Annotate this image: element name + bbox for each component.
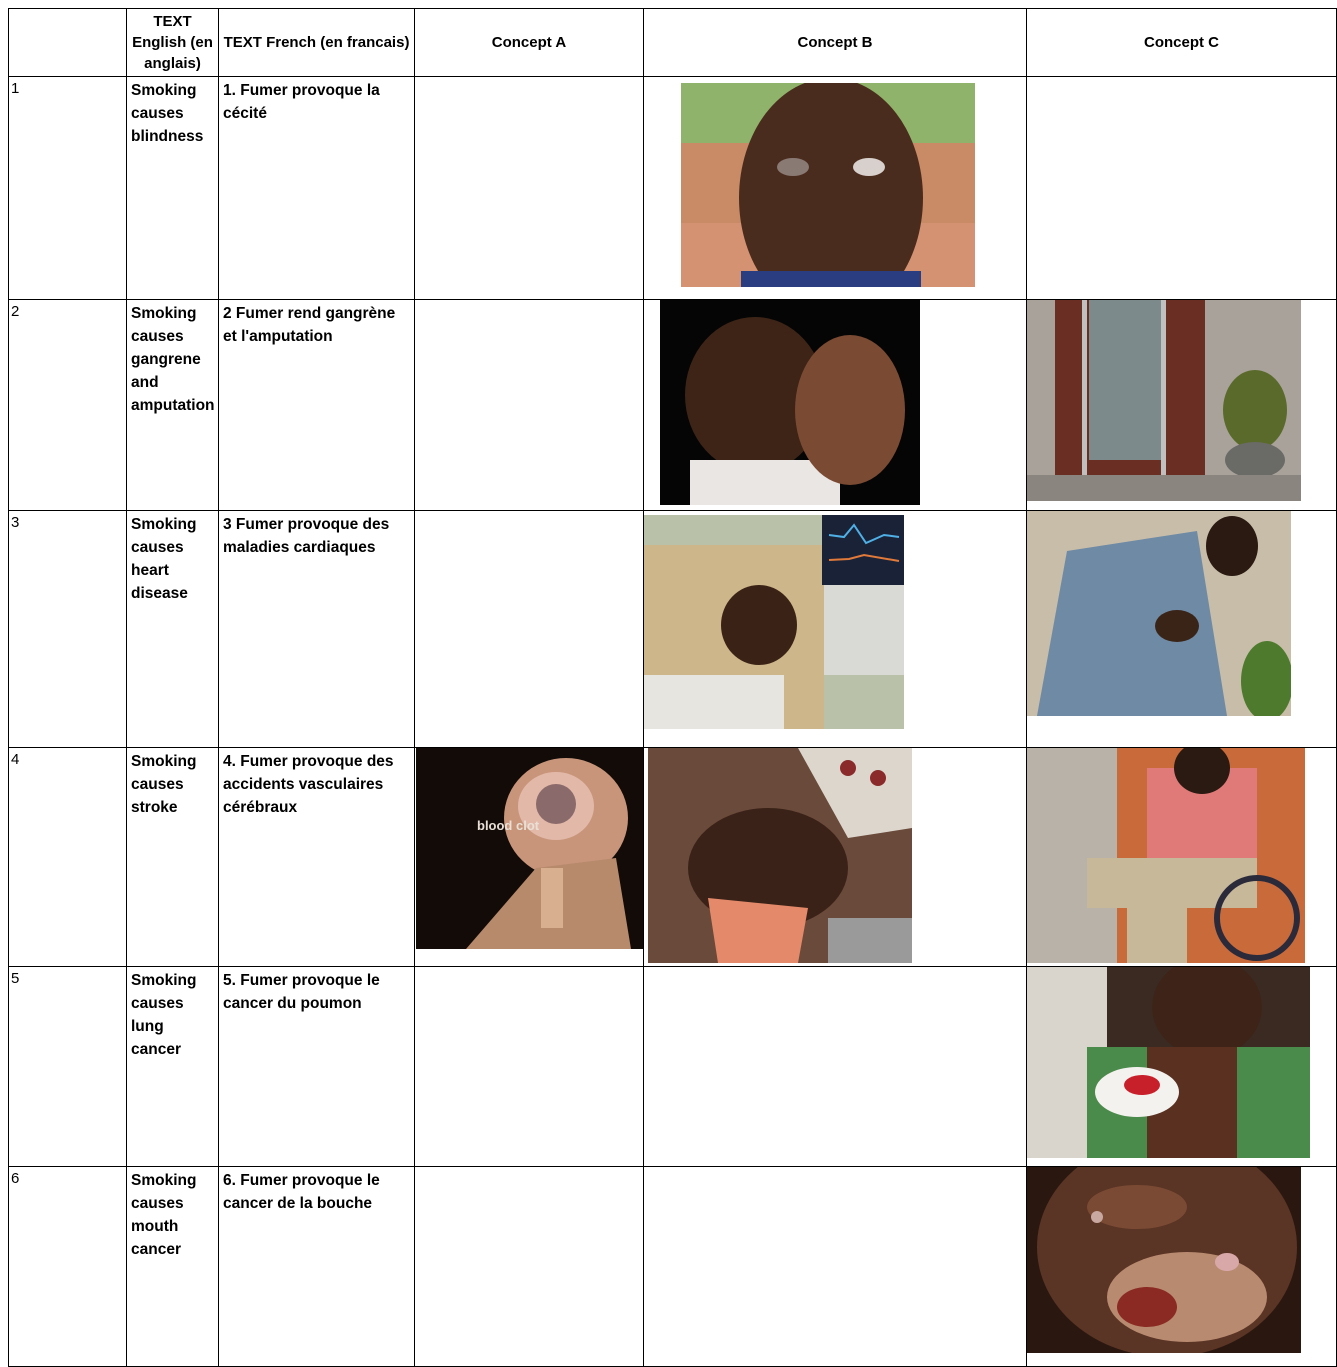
- warning-concepts-table: [8, 8, 1337, 1367]
- concept-b-cell: [644, 300, 1027, 511]
- concept-b-cell: [644, 748, 1027, 967]
- row-number: 1: [9, 77, 127, 300]
- concept-c-cell: [1027, 748, 1337, 967]
- header-english: TEXT English (en anglais): [127, 9, 219, 77]
- header-concept-a: Concept A: [415, 9, 644, 77]
- concept-a-cell: [415, 300, 644, 511]
- french-text: 2 Fumer rend gangrène et l'amputation: [219, 300, 415, 511]
- header-row: [9, 9, 1337, 77]
- english-text: Smoking causes gangrene and amputation: [127, 300, 219, 511]
- table-row: [9, 1167, 1337, 1367]
- concept-a-cell: [415, 1167, 644, 1367]
- concept-b-cell: [644, 511, 1027, 748]
- concept-b-cell: [644, 967, 1027, 1167]
- concept-a-cell: [415, 511, 644, 748]
- stroke-patient-photo: [648, 748, 912, 963]
- row-number: 2: [9, 300, 127, 511]
- french-text: 6. Fumer provoque le cancer de la bouche: [219, 1167, 415, 1367]
- concept-c-cell: [1027, 300, 1337, 511]
- table-row: [9, 300, 1337, 511]
- man-coughing-blood-photo: [1027, 967, 1310, 1158]
- hospital-patient-photo: [644, 515, 904, 729]
- header-blank: [9, 9, 127, 77]
- row-number: 4: [9, 748, 127, 967]
- table-row: [9, 511, 1337, 748]
- row-number: 5: [9, 967, 127, 1167]
- english-text: Smoking causes blindness: [127, 77, 219, 300]
- man-in-wheelchair-photo: [1027, 748, 1305, 963]
- english-text: Smoking causes stroke: [127, 748, 219, 967]
- man-raising-hand-photo: [660, 300, 920, 505]
- header-concept-b: Concept B: [644, 9, 1027, 77]
- french-text: 4. Fumer provoque des accidents vasculaires cérébraux: [219, 748, 415, 967]
- english-text: Smoking causes mouth cancer: [127, 1167, 219, 1367]
- header-french: TEXT French (en francais): [219, 9, 415, 77]
- row-number: 3: [9, 511, 127, 748]
- table-row: [9, 77, 1337, 300]
- concept-a-cell: [415, 77, 644, 300]
- table-row: [9, 967, 1337, 1167]
- french-text: 5. Fumer provoque le cancer du poumon: [219, 967, 415, 1167]
- concept-c-cell: [1027, 511, 1337, 748]
- concept-b-cell: [644, 77, 1027, 300]
- concept-a-cell: [415, 967, 644, 1167]
- blood-clot-label: blood clot: [477, 818, 540, 833]
- english-text: Smoking causes heart disease: [127, 511, 219, 748]
- table-row: [9, 748, 1337, 967]
- concept-c-cell: [1027, 1167, 1337, 1367]
- amputee-on-crutches-photo: [1027, 300, 1301, 501]
- blind-man-photo: [681, 83, 975, 287]
- brain-blood-clot-illustration: [416, 748, 643, 949]
- concept-b-cell: [644, 1167, 1027, 1367]
- english-text: Smoking causes lung cancer: [127, 967, 219, 1167]
- french-text: 3 Fumer provoque des maladies cardiaques: [219, 511, 415, 748]
- concept-c-cell: [1027, 77, 1337, 300]
- concept-a-cell: [415, 748, 644, 967]
- concept-c-cell: [1027, 967, 1337, 1167]
- row-number: 6: [9, 1167, 127, 1367]
- man-clutching-chest-photo: [1027, 511, 1291, 716]
- mouth-cancer-photo: [1027, 1167, 1301, 1353]
- french-text: 1. Fumer provoque la cécité: [219, 77, 415, 300]
- header-concept-c: Concept C: [1027, 9, 1337, 77]
